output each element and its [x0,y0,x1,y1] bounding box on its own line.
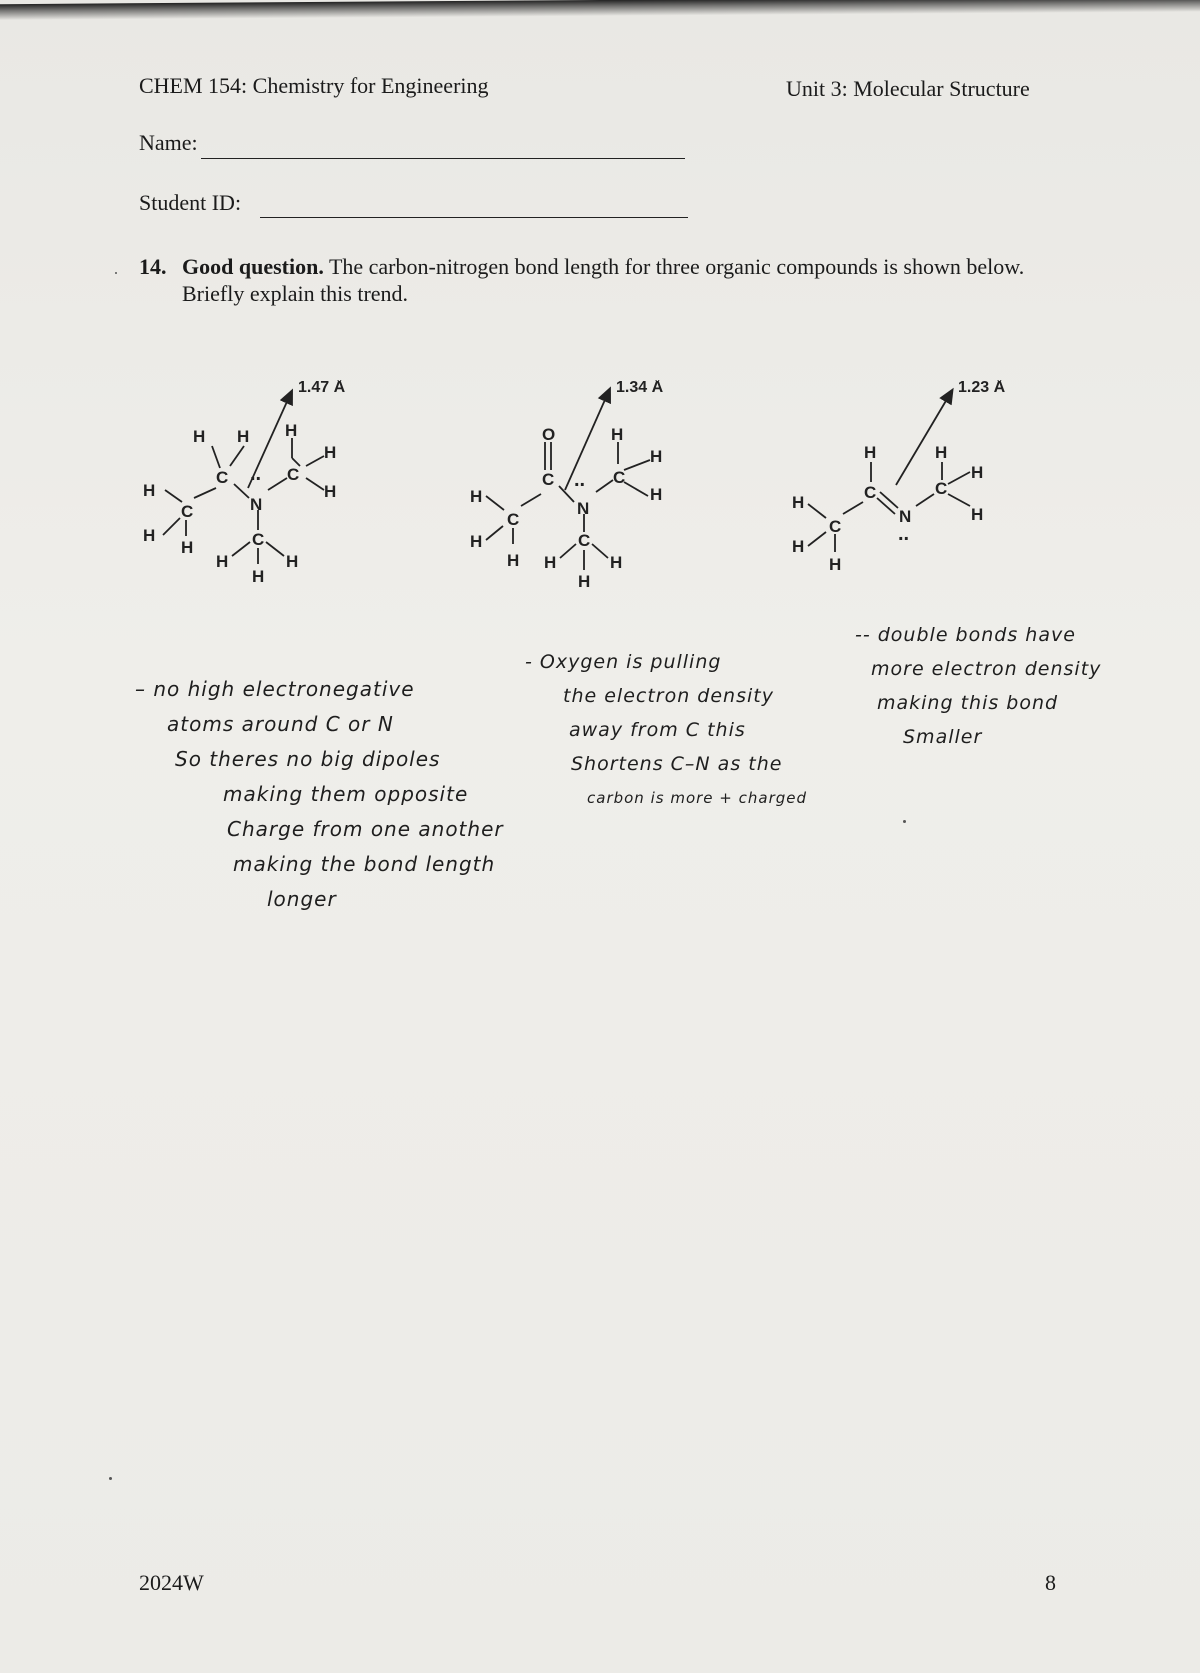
answer-3-line: Smaller [903,726,983,748]
svg-text:H: H [237,427,250,446]
svg-text:C: C [287,465,300,484]
svg-text:C: C [252,530,265,549]
answer-1-line: atoms around C or N [167,712,394,736]
svg-text:C: C [829,517,842,536]
svg-text:H: H [544,553,557,572]
answer-3-line: -- double bonds have [855,624,1076,646]
svg-text:H: H [470,487,483,506]
answer-2-line: the electron density [563,685,774,707]
name-field-line [201,158,685,159]
svg-text:C: C [613,468,626,487]
handwritten-answer-3 [855,618,1101,754]
svg-text:H: H [611,425,624,444]
svg-text:H: H [252,567,265,586]
answer-3-line: more electron density [871,658,1102,680]
svg-text:H: H [610,553,623,572]
svg-text:H: H [193,427,206,446]
svg-text:H: H [971,505,984,524]
svg-text:H: H [216,552,229,571]
question-body: The carbon-nitrogen bond length for three organic compounds is shown below. Briefly explain this trend. [182,254,1025,306]
scan-edge-shadow [0,0,1200,20]
answer-1-line: Charge from one another [227,817,504,841]
page-number: 8 [1045,1570,1056,1595]
scan-speck [903,820,906,823]
svg-text:H: H [324,443,337,462]
bond-length-2: 1.34 Å [616,380,664,396]
answer-1-line: So theres no big dipoles [175,747,441,771]
svg-text:H: H [935,443,948,462]
svg-text:..: .. [898,523,910,545]
svg-text:C: C [935,479,948,498]
svg-text:..: .. [250,463,262,485]
svg-text:H: H [650,447,663,466]
svg-text:H: H [864,443,877,462]
answer-1-line: making them opposite [223,782,469,806]
svg-text:..: .. [574,469,586,491]
svg-text:H: H [285,421,298,440]
svg-text:H: H [578,572,591,591]
student-id-label: Student ID: [139,190,242,215]
bond-length-3: 1.23 Å [958,380,1006,396]
answer-2-line: carbon is more + charged [587,789,808,807]
unit-title: Unit 3: Molecular Structure [786,76,1030,101]
name-label: Name: [139,130,198,155]
svg-text:H: H [143,526,156,545]
question-lead: Good question. [182,254,324,279]
answer-1-line: making the bond length [233,852,496,876]
answer-2-line: away from C this [569,719,746,741]
svg-text:H: H [507,551,520,570]
svg-text:C: C [507,510,520,529]
svg-text:C: C [578,531,591,550]
student-id-field-line [260,217,688,218]
scan-speck [109,1477,112,1480]
answer-3-line: making this bond [877,692,1059,714]
svg-text:O: O [542,425,556,444]
question-text [182,253,1032,307]
svg-text:H: H [650,485,663,504]
question-number: 14. [139,254,167,279]
handwritten-answer-1 [135,672,504,917]
course-title: CHEM 154: Chemistry for Engineering [139,73,489,98]
svg-text:H: H [286,552,299,571]
molecule-2 [470,380,664,591]
svg-text:C: C [216,468,229,487]
answer-2-line: Shortens C–N as the [571,753,783,775]
scan-speck [115,272,117,274]
svg-text:H: H [971,463,984,482]
answer-2-line: - Oxygen is pulling [525,651,722,673]
svg-text:C: C [542,470,555,489]
answer-1-line: longer [267,887,337,911]
svg-text:N: N [899,507,912,526]
svg-text:H: H [470,532,483,551]
molecule-1 [143,380,346,586]
svg-text:C: C [181,502,194,521]
svg-text:N: N [250,495,263,514]
svg-text:H: H [324,482,337,501]
molecule-structures [0,380,1200,640]
svg-text:H: H [143,481,156,500]
answer-1-line: – no high electronegative [135,677,415,701]
term-label: 2024W [139,1570,204,1595]
bond-length-1: 1.47 Å [298,380,346,396]
handwritten-answer-2 [525,645,807,815]
svg-text:C: C [864,483,877,502]
molecule-3 [792,380,1006,574]
svg-text:H: H [792,537,805,556]
svg-text:H: H [181,538,194,557]
svg-text:H: H [829,555,842,574]
svg-text:H: H [792,493,805,512]
svg-text:N: N [577,499,590,518]
